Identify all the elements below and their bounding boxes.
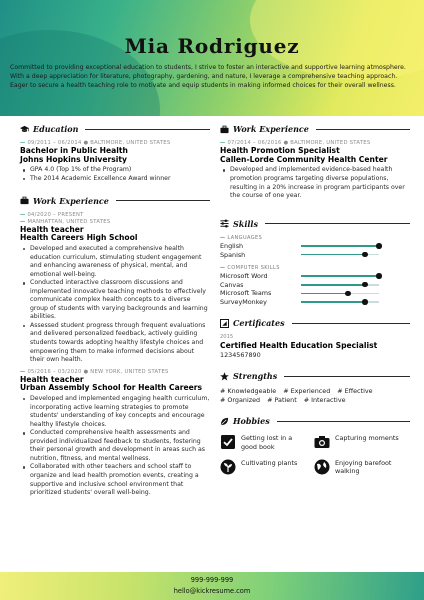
hobby-item: [314, 434, 408, 451]
section-divider: [292, 323, 410, 324]
contact-email[interactable]: hello@kickresume.com: [173, 587, 251, 595]
skill-name: Microsoft Teams: [220, 289, 272, 298]
work-entry: [20, 212, 210, 365]
globe-icon: [314, 459, 330, 475]
entry-dates: 09/2011 – 06/2014: [27, 140, 82, 146]
skill-name: SurveyMonkey: [220, 297, 267, 306]
skill-group-computer: [220, 265, 410, 306]
education-entry: [20, 140, 210, 184]
education-bullets: [20, 166, 210, 183]
work-section-header: [220, 122, 410, 136]
plant-icon: [220, 459, 236, 475]
certificate-year: 2015: [220, 334, 234, 341]
strength-tag: # Interactive: [303, 396, 346, 405]
work-bullets: [220, 166, 410, 200]
entry-meta: — 04/2020 – PRESENT: [20, 211, 84, 218]
skill-level-bar: [301, 284, 379, 286]
skill-level-fill: [301, 293, 348, 295]
list-item: Conducted comprehensive health assessments and provided individualized feedback to students, fostering their personal growth and development in areas such as nutrition, fitness, and mental wellness.: [20, 429, 210, 463]
hobbies-grid: [220, 434, 410, 475]
list-item: Developed and executed a comprehensive health education curriculum, stimulating student engagement and enhancing awareness of physical, mental, and emotional well-being.: [20, 245, 210, 279]
candidate-name: Mia Rodriguez: [124, 34, 300, 58]
certificate-name: Certified Health Education Specialist: [220, 341, 378, 351]
list-item: Assessed student progress through frequent evaluations and delivered personalized feedback, actively guiding students towards adopting healthy lifestyle choices and empowering them to make informed decisions about their own health.: [20, 322, 210, 365]
skill-name: Microsoft Word: [220, 272, 268, 281]
graduation-cap-icon: [20, 125, 29, 134]
hobby-item: [314, 459, 408, 476]
skill-level-bar: [301, 254, 379, 256]
contact-phone[interactable]: 999-999-999: [190, 576, 234, 584]
skills-title: Skills: [233, 218, 258, 229]
certificates-section-header: [220, 316, 410, 330]
skill-group-languages: [220, 235, 410, 259]
certificate-icon: [220, 319, 229, 328]
skill-level-marker: [362, 282, 368, 288]
skills-section-header: [220, 217, 410, 231]
work-bullets: [20, 245, 210, 365]
skill-level-marker: [376, 273, 382, 279]
skill-row: [220, 298, 410, 307]
strength-tag: # Patient: [267, 396, 297, 405]
entry-meta: — 09/2011 – 06/2014 ● BALTIMORE, UNITED STATES: [20, 140, 171, 146]
strength-tag: # Organized: [220, 396, 261, 405]
strength-tag: # Experienced: [283, 387, 331, 396]
briefcase-icon: [220, 125, 229, 134]
skill-level-marker: [376, 243, 382, 249]
hobby-label: Enjoying barefoot walking: [335, 458, 392, 476]
strengths-section-header: [220, 369, 410, 383]
left-column: [20, 122, 210, 498]
skill-name: English: [220, 241, 244, 250]
skill-category: — LANGUAGES: [220, 234, 263, 241]
entry-meta: — 07/2014 – 06/2016 ● BALTIMORE, UNITED STATES: [220, 140, 371, 146]
skill-row: [220, 242, 410, 251]
contact-footer: [0, 572, 424, 600]
skill-level-fill: [301, 275, 379, 277]
header-banner: [0, 0, 424, 116]
entry-location-text: MANHATTAN, UNITED STATES: [27, 218, 111, 225]
skill-level-bar: [301, 293, 379, 295]
entry-location: BALTIMORE, UNITED STATES: [290, 140, 371, 146]
skill-level-bar: [301, 301, 379, 303]
skill-level-bar: [301, 275, 379, 277]
entry-dates: 05/2016 – 03/2020: [27, 368, 82, 375]
hobby-item: [220, 434, 314, 451]
skill-level-fill: [301, 254, 365, 256]
education-title: Education: [33, 124, 79, 134]
hobby-item: [220, 459, 314, 476]
right-column: [220, 122, 410, 476]
hobbies-section-header: [220, 414, 410, 428]
skill-level-bar: [301, 245, 379, 247]
employer-name: Callen-Lorde Community Health Center: [220, 154, 388, 164]
profile-summary: Committed to providing exceptional education to students, I strive to foster an interactive and supportive learning atmosphere. With a deep appreciation for literature, photography, gardening, and nature, I leverage a comprehensive teaching approach. Eager to secure a health teaching role to motivate and equip students in making informed choices for their overall wellness.: [10, 64, 406, 89]
skill-category-label: COMPUTER SKILLS: [227, 264, 280, 271]
entry-location: — MANHATTAN, UNITED STATES: [20, 218, 111, 225]
work-entry: [20, 369, 210, 498]
skill-level-marker: [345, 291, 351, 297]
degree-title: Bachelor in Public Health: [20, 146, 128, 155]
employer-name: Urban Assembly School for Health Careers: [20, 383, 203, 393]
list-item: Collaborated with other teachers and school staff to organize and lead health promotion events, creating a supportive and inclusive school environment that prioritized students' overall well-being.: [20, 463, 210, 497]
skill-level-marker: [362, 252, 368, 258]
book-check-icon: [220, 434, 236, 450]
section-divider: [85, 129, 210, 130]
skill-level-fill: [301, 284, 365, 286]
list-item: GPA 4.0 (Top 1% of the Program): [20, 166, 210, 175]
employer-name: Health Careers High School: [20, 233, 138, 243]
entry-dates: 07/2014 – 06/2016: [227, 140, 282, 146]
list-item: Developed and implemented engaging health curriculum, incorporating active learning strategies to promote students' understanding of key concepts and encourage healthy lifestyle choices.: [20, 395, 210, 429]
strength-tag: # Knowledgeable: [220, 387, 277, 396]
briefcase-icon: [20, 196, 29, 205]
entry-meta: — 05/2016 – 03/2020 ● NEW YORK, UNITED STATES: [20, 368, 169, 375]
list-item: Conducted interactive classroom discussions and implemented innovative teaching methods to effectively communicate complex health concepts to a diverse group of students with varying backgrounds and learning abilities.: [20, 279, 210, 322]
job-title: Health teacher: [20, 374, 84, 384]
list-item: The 2014 Academic Excellence Award winner: [20, 175, 210, 184]
list-item: Developed and implemented evidence-based health promotion programs targeting diverse populations, resulting in a 20% increase in program participants over the course of one year.: [220, 166, 410, 200]
leaf-icon: [220, 417, 229, 426]
work-title: Work Experience: [233, 124, 309, 134]
skill-row: [220, 250, 410, 259]
job-title: Health Promotion Specialist: [220, 146, 340, 155]
section-divider: [316, 129, 410, 130]
work-section-header: [20, 194, 210, 208]
camera-icon: [314, 434, 330, 450]
work-title: Work Experience: [33, 195, 109, 206]
hobby-label: Capturing moments: [335, 434, 399, 443]
strength-tag: # Effective: [337, 387, 373, 396]
hobby-label: Cultivating plants: [241, 458, 298, 467]
skill-row: [220, 272, 410, 281]
entry-location: BALTIMORE, UNITED STATES: [90, 140, 171, 146]
entry-dates: 04/2020 – PRESENT: [27, 211, 84, 218]
skill-row: [220, 280, 410, 289]
skill-name: Spanish: [220, 250, 246, 259]
star-icon: [220, 372, 229, 381]
strengths-title: Strengths: [233, 371, 278, 382]
hobbies-title: Hobbies: [233, 416, 270, 427]
education-section-header: [20, 122, 210, 136]
entry-location: NEW YORK, UNITED STATES: [90, 368, 169, 375]
skill-row: [220, 289, 410, 298]
job-title: Health teacher: [20, 224, 84, 234]
school-name: Johns Hopkins University: [20, 154, 127, 164]
skill-name: Canvas: [220, 280, 244, 289]
section-divider: [116, 200, 210, 201]
skill-category-label: LANGUAGES: [227, 234, 263, 241]
skill-level-fill: [301, 301, 365, 303]
section-divider: [277, 421, 410, 422]
strength-tags: [220, 387, 400, 404]
hobby-label: Getting lost in a good book: [241, 434, 293, 451]
work-bullets: [20, 395, 210, 498]
skill-level-fill: [301, 245, 379, 247]
certificates-title: Certificates: [233, 318, 285, 329]
skill-category: — COMPUTER SKILLS: [220, 264, 280, 271]
sliders-icon: [220, 219, 229, 228]
work-entry: [220, 140, 410, 201]
section-divider: [284, 376, 410, 377]
certificate-id: 1234567890: [220, 351, 261, 360]
skill-level-marker: [362, 299, 368, 305]
section-divider: [265, 223, 410, 224]
